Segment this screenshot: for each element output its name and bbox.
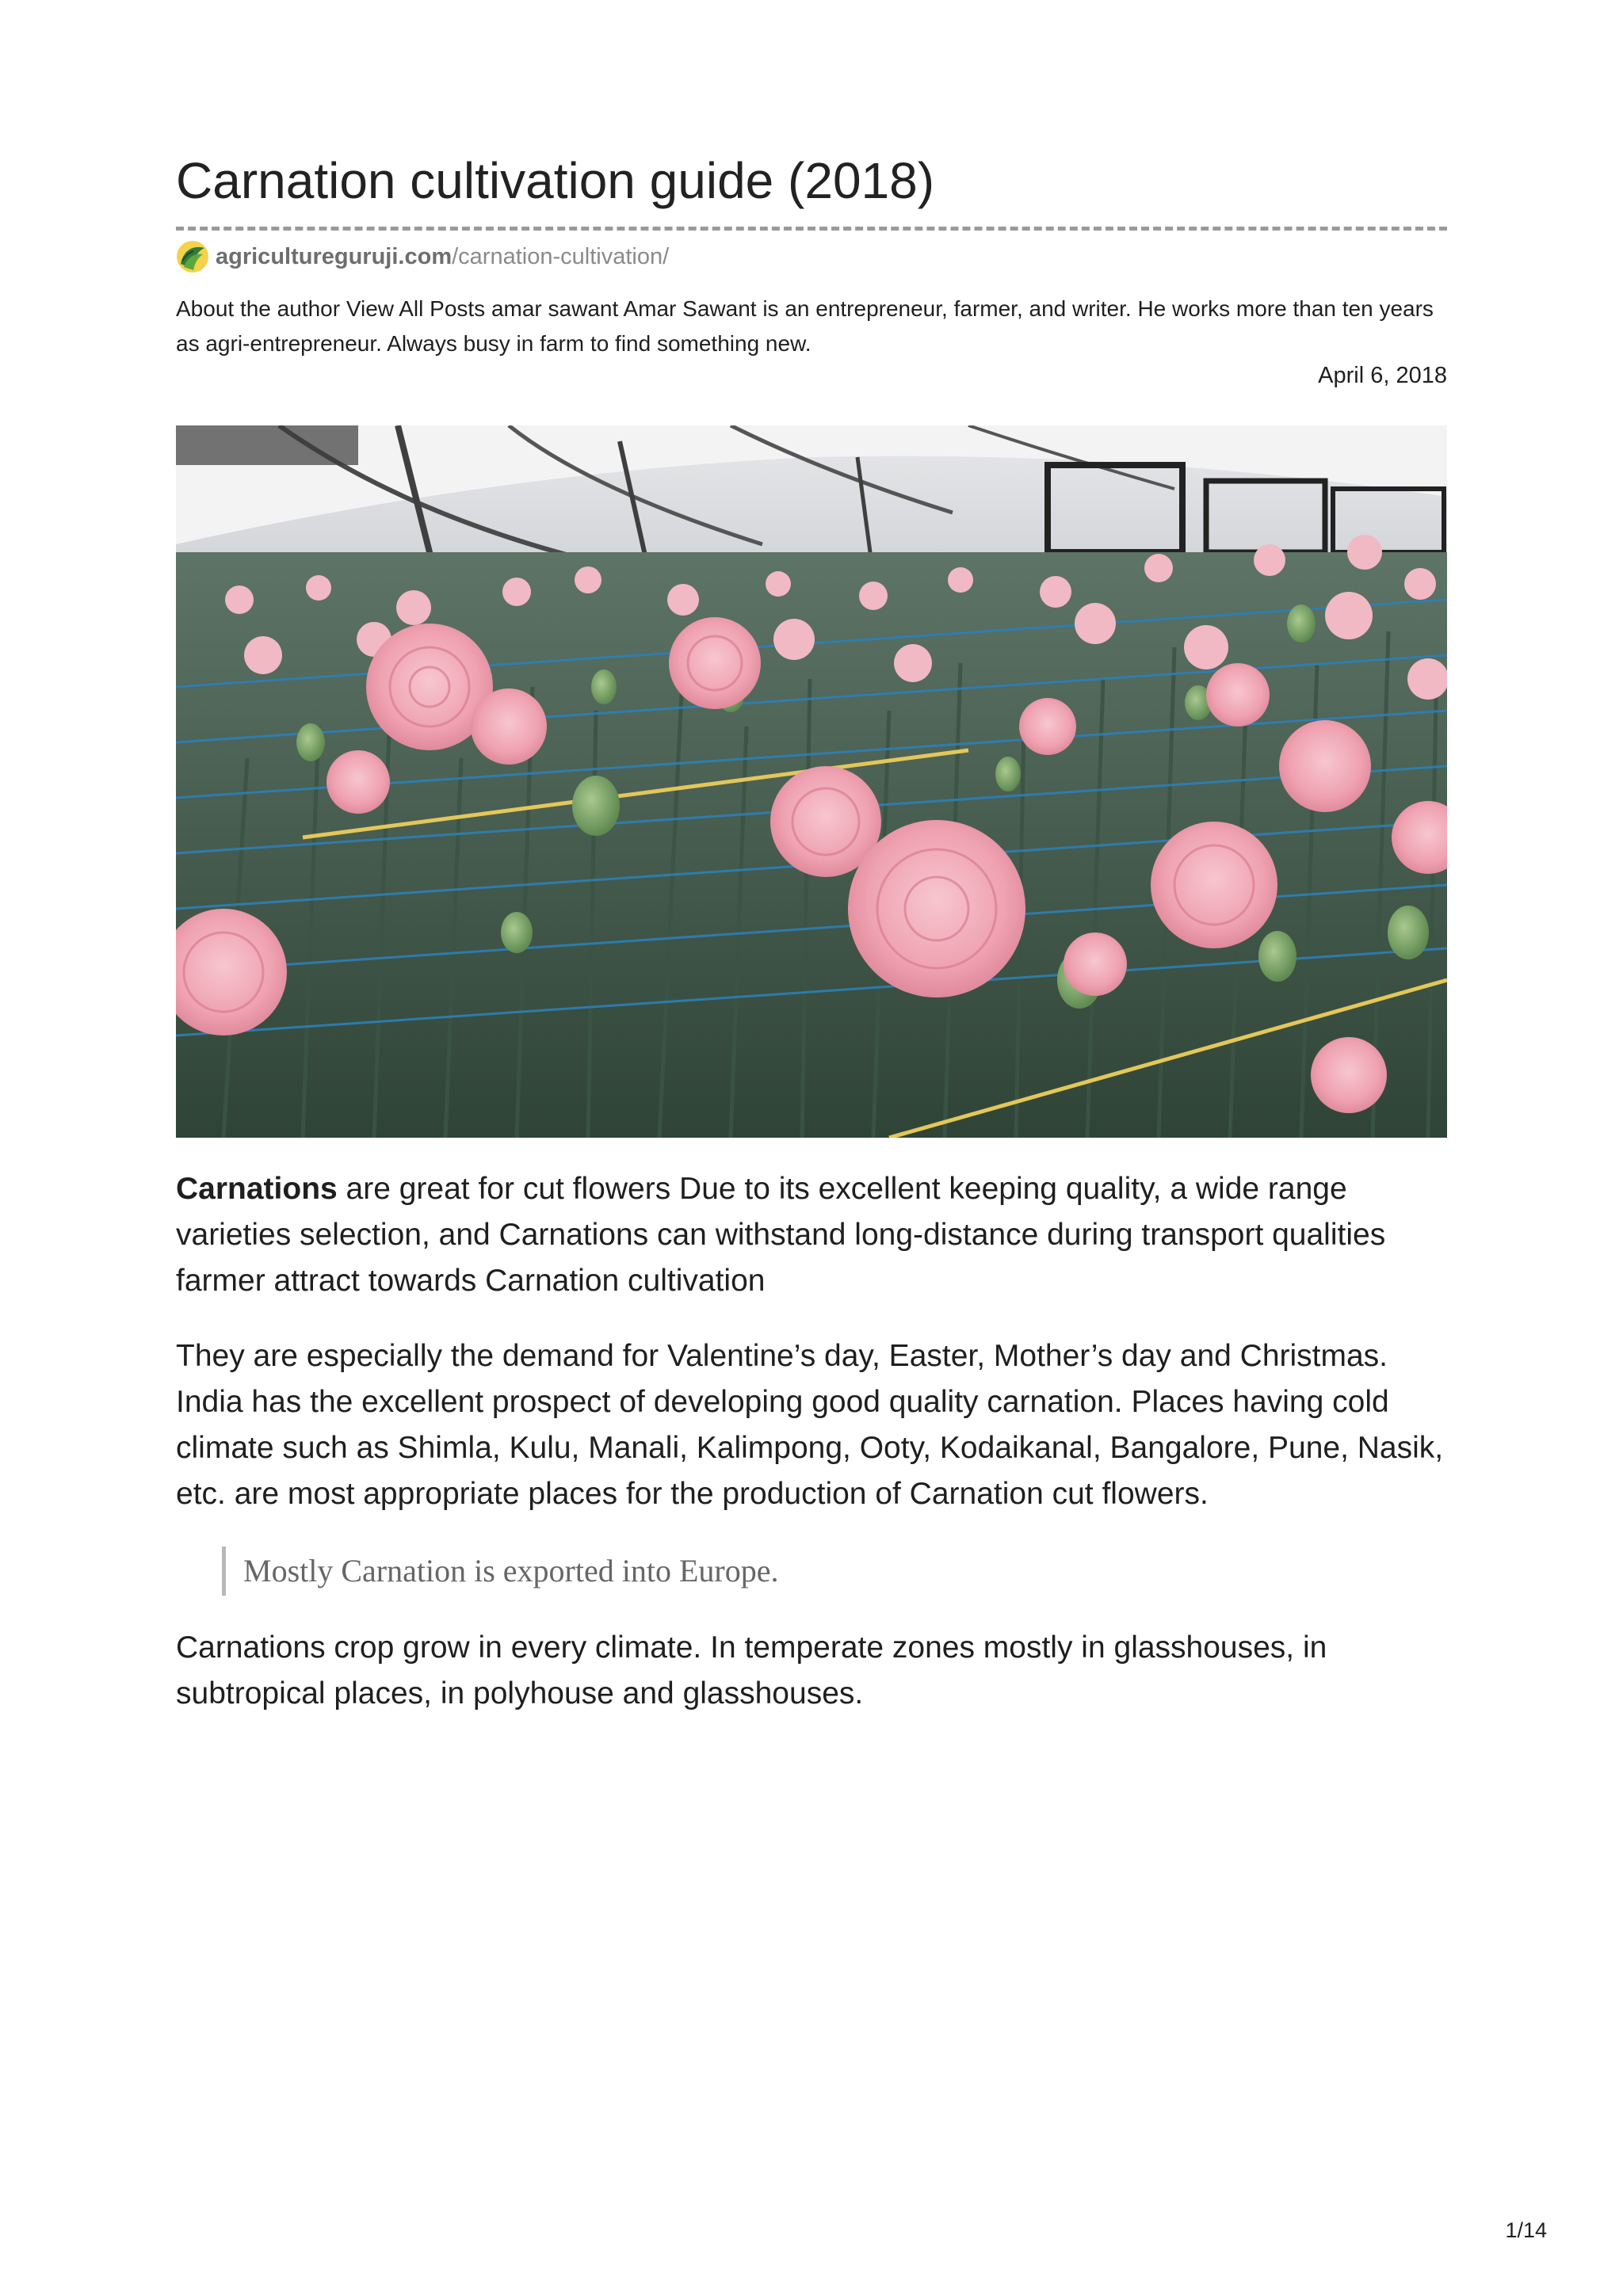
paragraph-1 (176, 1166, 1447, 1304)
blockquote: Mostly Carnation is exported into Europe. (222, 1547, 778, 1596)
site-logo-icon (176, 240, 209, 273)
publish-date: April 6, 2018 (1318, 363, 1447, 388)
paragraph-3: Carnations crop grow in every climate. In temperate zones mostly in glasshouses, in subtropical places, in polyhouse and glasshouses. (176, 1630, 1327, 1711)
paragraph-1-body: are great for cut flowers Due to its excellent keeping quality, a wide range varieties selection, and Carnations can withstand long-distance during transport qualities farmer attract towards Carnation cultivation (176, 1172, 1386, 1298)
paragraph-2: They are especially the demand for Valentine’s day, Easter, Mother’s day and Christmas. India has the excellent prospect of developing good quality carnation. Places having cold climate such as Shimla, Kulu, Manali, Kalimpong, Ooty, Kodaikanal, Bangalore, Pune, Nasik, etc. are most appropriate places for the production of Carnation cut flowers. (176, 1339, 1444, 1511)
author-blurb: About the author View All Posts amar sawant Amar Sawant is an entrepreneur, farmer, and writer. He works more than ten years as agri-entrepreneur. Always busy in farm to find something new. (176, 296, 1434, 356)
paragraph-1-lead: Carnations (176, 1172, 338, 1206)
page-number: 1/14 (1505, 2218, 1547, 2242)
source-link[interactable] (176, 239, 669, 274)
page-title: Carnation cultivation guide (2018) (176, 152, 935, 209)
hero-image-carnation-greenhouse (176, 425, 1447, 1138)
source-domain[interactable]: agricultureguruji.com (216, 243, 453, 269)
title-divider (176, 227, 1447, 231)
source-path[interactable]: /carnation-cultivation/ (452, 243, 670, 269)
